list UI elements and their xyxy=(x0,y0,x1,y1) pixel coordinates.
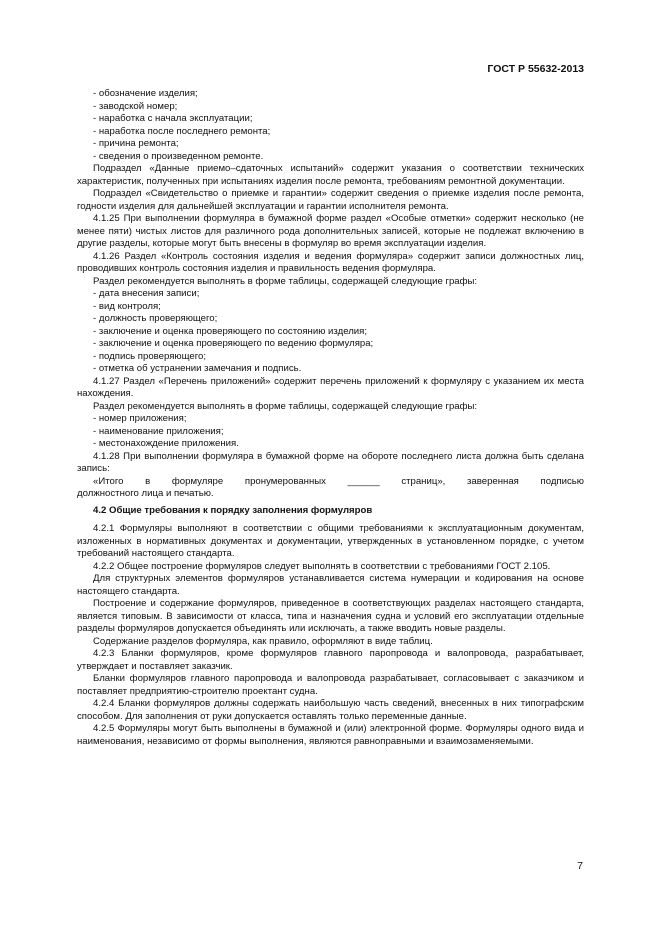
paragraph: - обозначение изделия; xyxy=(93,88,198,99)
paragraph: Бланки формуляров главного паропровода и валопровода разрабатывает, согласовывает с заказчиком и поставляет предприятию-строителю проектант судна. xyxy=(77,673,584,697)
paragraph: Подраздел «Свидетельство о приемке и гарантии» содержит сведения о приемке изделия после ремонта, годности изделия для дальнейшей эксплуатации и гарантии исполнителя ремонта. xyxy=(77,188,584,212)
paragraph: 4.2.3 Бланки формуляров, кроме формуляров главного паропровода и валопровода, разрабатывает, утверждает и поставляет заказчик. xyxy=(77,648,584,672)
paragraph: - заключение и оценка проверяющего по состоянию изделия; xyxy=(93,325,368,337)
paragraph: Для структурных элементов формуляров устанавливается система нумерации и кодирования на основе настоящего стандарта. xyxy=(77,573,584,597)
section-heading: 4.2 Общие требования к порядку заполнения формуляров xyxy=(93,504,373,516)
paragraph: должностного лица и печатью. xyxy=(77,488,214,499)
paragraph: - заключение и оценка проверяющего по ведению формуляра; xyxy=(93,338,374,349)
paragraph: 4.2.5 Формуляры могут быть выполнены в бумажной и (или) электронной форме. Формуляры одного вида и наименования, независимо от формы выполнения, являются равноправными и взаимозаменяемыми. xyxy=(77,723,584,747)
paragraph: «Итого в формуляре пронумерованных ______ страниц», заверенная подписью xyxy=(93,475,584,487)
paragraph: - наименование приложения; xyxy=(93,425,224,437)
paragraph: 4.2.2 Общее построение формуляров следует выполнять в соответствии с требованиями ГОСТ 2.105. xyxy=(93,560,551,572)
paragraph: - номер приложения; xyxy=(93,413,187,424)
paragraph: Раздел рекомендуется выполнять в форме таблицы, содержащей следующие графы: xyxy=(93,275,478,287)
paragraph: - наработка после последнего ремонта; xyxy=(93,125,271,137)
paragraph: Содержание разделов формуляра, как правило, оформляют в виде таблиц. xyxy=(93,635,433,647)
paragraph: - подпись проверяющего; xyxy=(93,350,207,362)
paragraph: - отметка об устранении замечания и подпись. xyxy=(93,363,302,374)
paragraph: - вид контроля; xyxy=(93,300,161,312)
paragraph: 4.1.27 Раздел «Перечень приложений» содержит перечень приложений к формуляру с указанием их места нахождения. xyxy=(77,375,584,399)
page-number: 7 xyxy=(577,860,583,872)
document-body xyxy=(77,88,584,748)
paragraph: - местонахождение приложения. xyxy=(93,438,239,449)
paragraph: - причина ремонта; xyxy=(93,138,179,149)
paragraph: Построение и содержание формуляров, приведенное в соответствующих разделах настоящего стандарта, является типовым. В зависимости от класса, типа и назначения судна и условий его эксплуатации отдельные разделы формуляров допускается объединять или исключать, а также вводить новые разделы. xyxy=(77,598,584,634)
paragraph: - должность проверяющего; xyxy=(93,313,218,324)
paragraph: 4.2.1 Формуляры выполняют в соответствии с общими требованиями к эксплуатационным документам, изложенных в нормативных документах и документации, утвержденных в установленном порядке, с учетом требований настоящего стандарта. xyxy=(77,523,584,559)
paragraph: 4.1.25 При выполнении формуляра в бумажной форме раздел «Особые отметки» содержит несколько (не менее пяти) чистых листов для различного рода дополнительных записей, которые не подлежат включению в другие разделы, которые могут быть внесены в формуляр во время эксплуатации изделия. xyxy=(77,213,584,249)
paragraph: 4.2.4 Бланки формуляров должны содержать наибольшую часть сведений, внесенных в них типографским способом. Для заполнения от руки допускается оставлять только переменные данные. xyxy=(77,698,584,722)
paragraph: - заводской номер; xyxy=(93,100,178,112)
paragraph: 4.1.26 Раздел «Контроль состояния изделия и ведения формуляра» содержит записи должностных лиц, проводивших контроль состояния изделия и правильность ведения формуляра. xyxy=(77,250,584,274)
document-code-header: ГОСТ Р 55632-2013 xyxy=(487,63,584,75)
paragraph: - дата внесения записи; xyxy=(93,288,200,299)
paragraph: - наработка с начала эксплуатации; xyxy=(93,113,253,124)
paragraph: 4.1.28 При выполнении формуляра в бумажной форме на обороте последнего листа должна быть сделана запись: xyxy=(77,450,584,474)
paragraph: - сведения о произведенном ремонте. xyxy=(93,150,264,162)
paragraph: Подраздел «Данные приемо–сдаточных испытаний» содержит указания о соответствии технических характеристик, полученных при испытаниях изделия после ремонта, требованиям ремонтной документации. xyxy=(77,163,584,187)
paragraph: Раздел рекомендуется выполнять в форме таблицы, содержащей следующие графы: xyxy=(93,400,478,412)
